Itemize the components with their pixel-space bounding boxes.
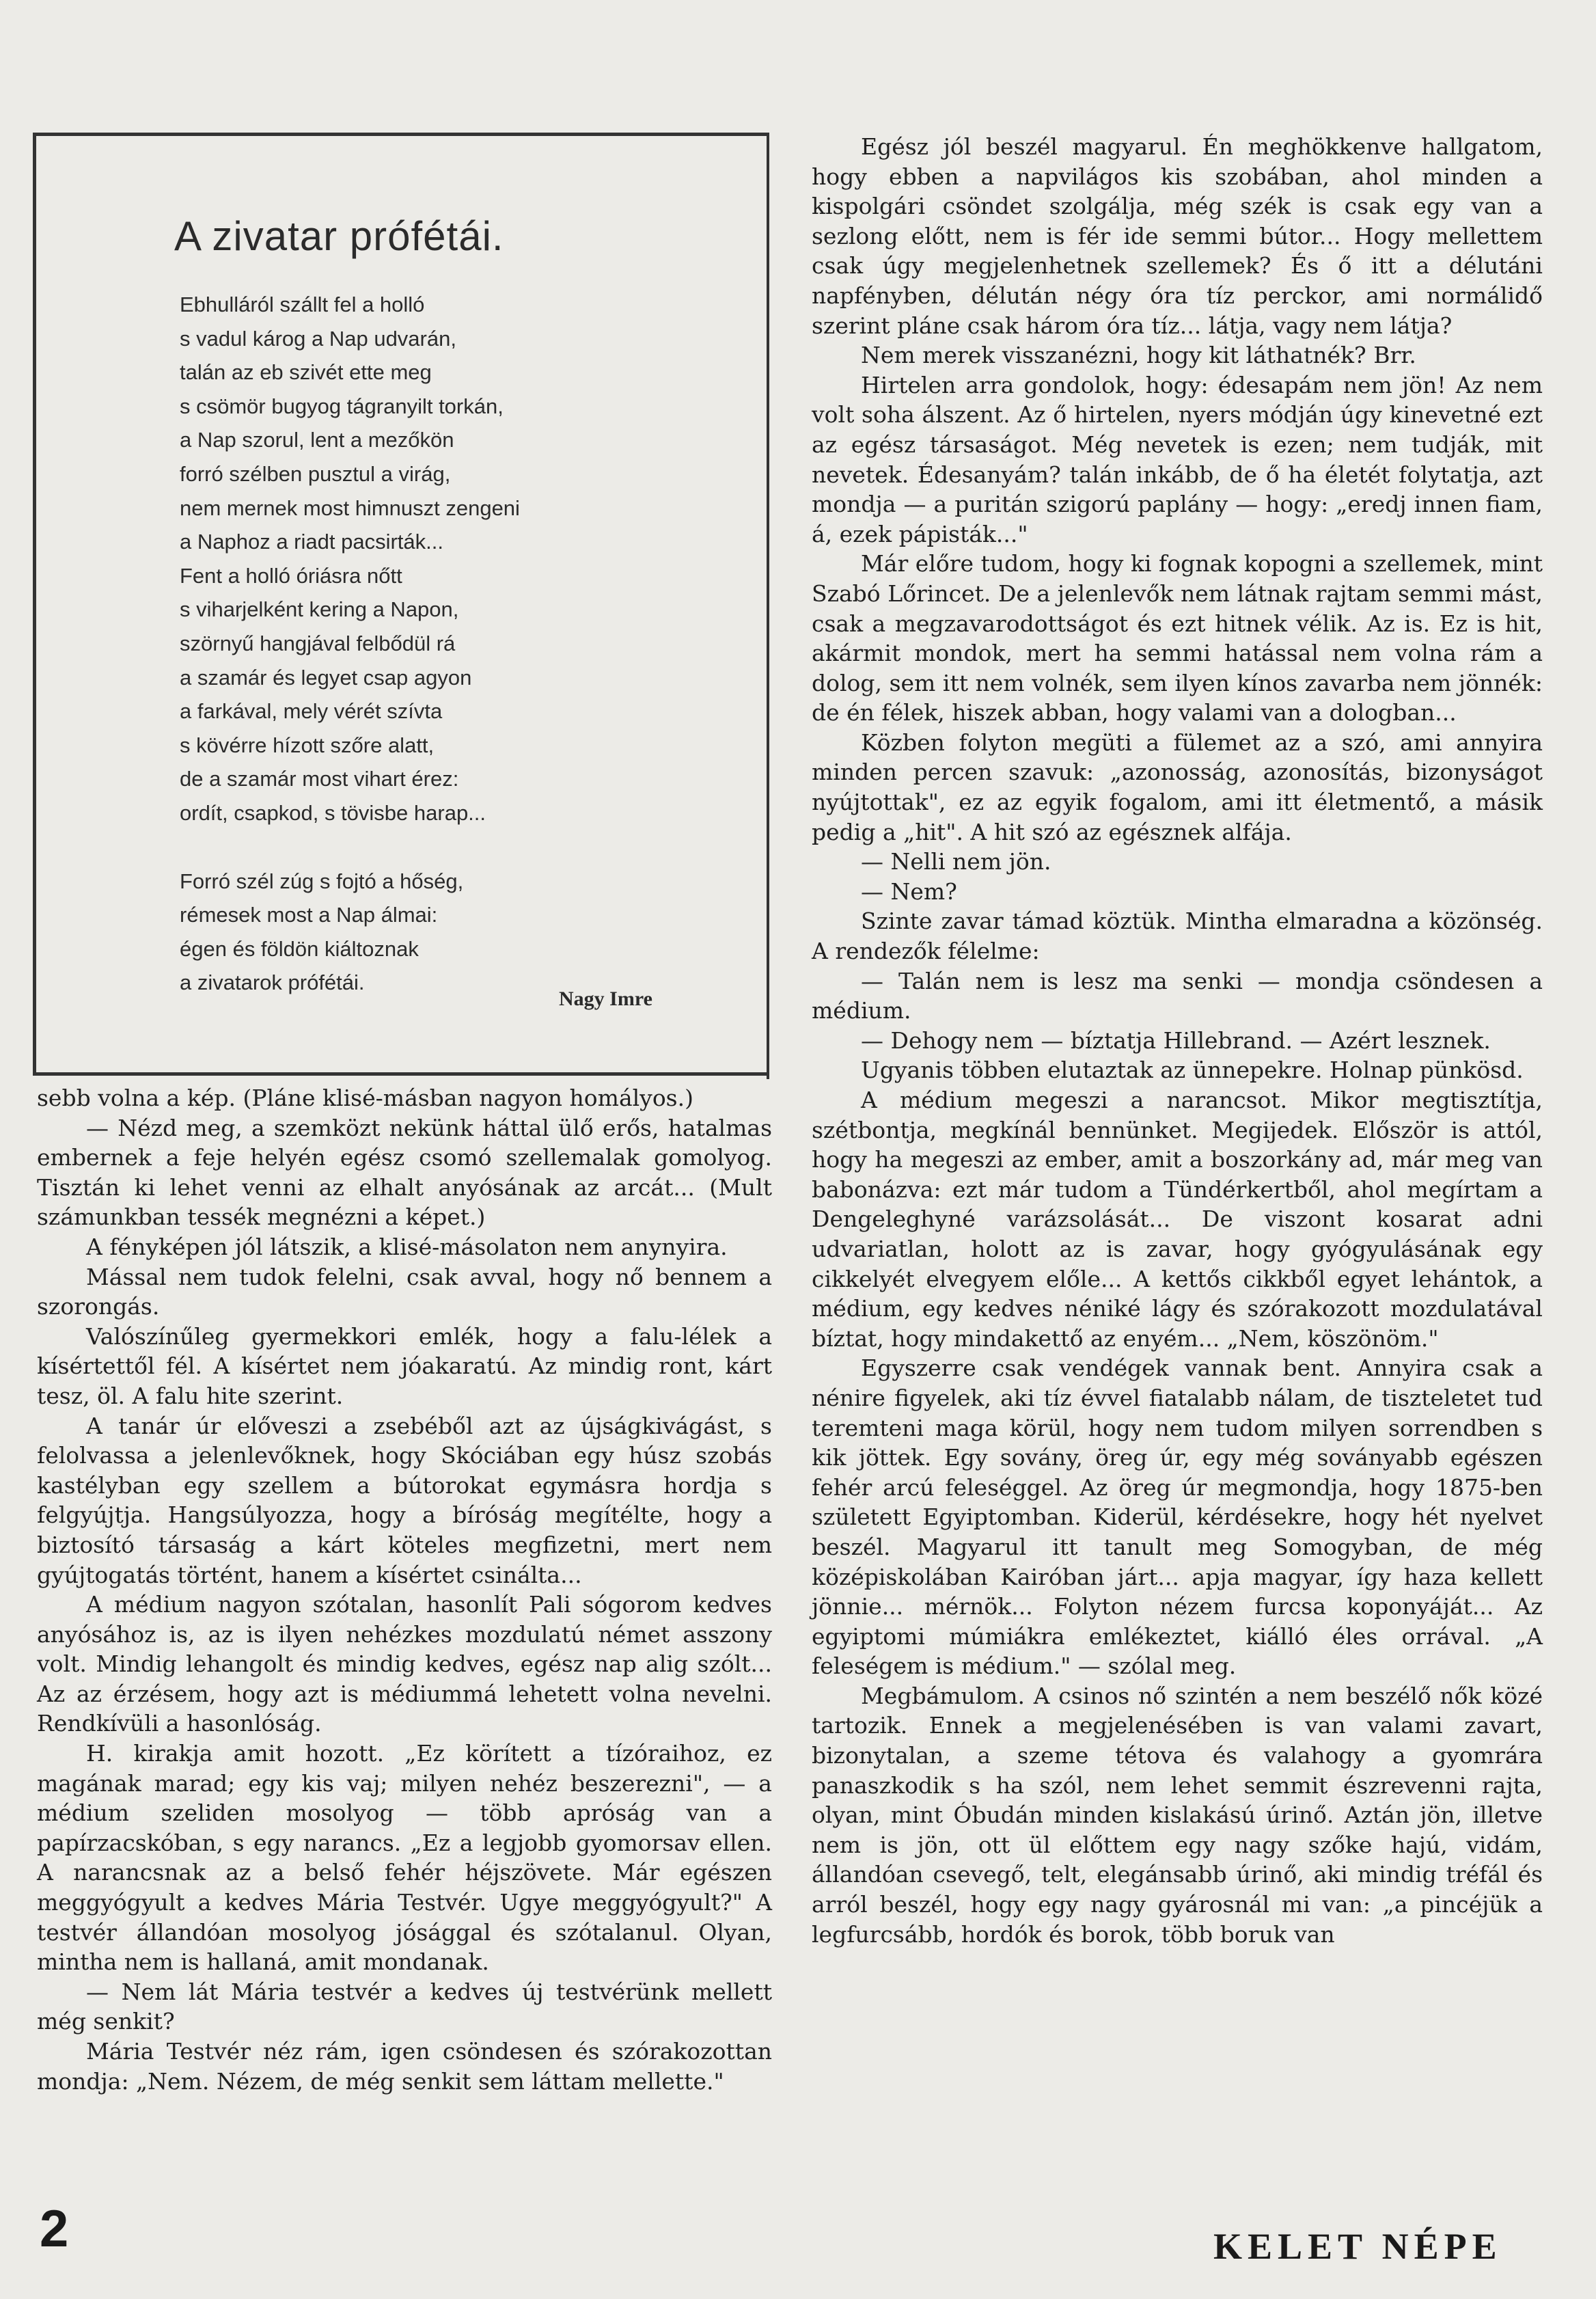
poem-line: s vadul károg a Nap udvarán,	[180, 326, 456, 351]
article-left-column	[37, 1083, 772, 2096]
paragraph: sebb volna a kép. (Pláne klisé-másban nagyon homályos.)	[37, 1085, 693, 1111]
paragraph: — Dehogy nem — bíztatja Hillebrand. — Azért lesznek.	[861, 1026, 1491, 1054]
page-number: 2	[40, 2200, 69, 2258]
paragraph: A médium nagyon szótalan, hasonlít Pali sógorom kedves anyósához is, az is ilyen nehézkes mozdulatú német asszony volt. Mindig lehangolt és mindig kedves, egész nap alig szólt... Az az érzésem, hogy azt is médiummá lehetett volna nevelni. Rendkívüli a hasonlóság.	[37, 1591, 772, 1737]
poem-line: talán az eb szivét ette meg	[180, 360, 432, 385]
paragraph: — Nézd meg, a szemközt nekünk háttal ülő erős, hatalmas embernek a feje helyén egész csomó szellemalak gomolyog. Tisztán ki lehet venni az elhalt anyósának az arcát... (Mult számunkban tessék megnézni a képet.)	[37, 1114, 772, 1231]
poem-line: a Naphoz a riadt pacsirták...	[180, 530, 443, 554]
paragraph: A tanár úr előveszi a zsebéből azt az újságkivágást, s felolvassa a jelenlevőknek, hogy Skóciában egy húsz szobás kastélyban egy szellem a bútorokat egymásra hordja s felgyújtja. Hangsúlyozza, hogy a bíróság megítélte, hogy a biztosító társaság a kárt köteles megfizetni, mert nem gyújtogatás történt, hanem a kísértet csinálta...	[37, 1412, 772, 1588]
paragraph: Egész jól beszél magyarul. Én meghökkenve hallgatom, hogy ebben a napvilágos kis szobában, ahol minden a kispolgári csöndet szolgálja, még szék is csak egy van a sezlong előtt, nem is fér ide semmi bútor... Hogy mellettem csak úgy megjelenhetnek szellemek? És ő itt a délutáni napfényben, délután négy óra tíz perckor, ami normálidő szerint pláne csak három óra tíz... látja, vagy nem látja?	[812, 133, 1543, 339]
poem-line: Ebhulláról szállt fel a holló	[180, 293, 425, 316]
poem-line: s kövérre hízott szőre alatt,	[180, 733, 435, 757]
paragraph: Ugyanis többen elutaztak az ünnepekre. Holnap pünkösd.	[861, 1057, 1524, 1084]
paragraph: A médium megeszi a narancsot. Mikor megtisztítja, szétbontja, megkínál bennünket. Megijedek. Először is attól, hogy ha megeszi az ember, amit a boszorkány ad, már meg van babonázva: ezt már tudom a Tündérkertből, ahol megírtam a Dengeleghyné varázsolását... De viszont kosarat adni udvariatlan, holott az is zavar, hogy gyógyulásának egy cikkelyét elvegyem előle... A kettős cikkből egyet lehántok, a médium, egy kedves néniké lágy és szórakozott mozdulatával bíztat, hogy mindakettő az enyém... „Nem, köszönöm."	[812, 1087, 1543, 1352]
paragraph: Megbámulom. A csinos nő szintén a nem beszélő nők közé tartozik. Ennek a megjelenésében is van valami zavart, bizonytalan, a szeme tétova és valahogy a gyomrára panaszkodik s ha szól, nem lehet semmit észrevenni rajta, olyan, mint Óbudán minden kislakású úrinő. Aztán jön, illetve nem is jön, ott ül előttem egy nagy szőke hajú, vidám, állandóan csevegő, telt, elegánsabb úrinő, aki mindig tréfál és arról beszél, hogy egy nagy gyárosnál mi van: „a pincéjük a legfurcsább, hordók és borok, több boruk van	[812, 1682, 1543, 1948]
paragraph: Hirtelen arra gondolok, hogy: édesapám nem jön! Az nem volt soha álszent. Az ő hirtelen, nyers módján úgy kinevetné ezt az egész társaságot. Még nevetek is ezen; nem tudják, mit nevetek. Édesanyám? talán inkább, de ő ha életét folytatja, azt mondja — a puritán szigorú paplány — hogy: „eredj innen fiam, á, ezek pápisták..."	[812, 371, 1543, 547]
poem-line: de a szamár most vihart érez:	[180, 767, 459, 791]
poem-line: forró szélben pusztul a virág,	[180, 461, 451, 486]
poem-line: rémesek most a Nap álmai:	[180, 903, 438, 927]
paragraph: Egyszerre csak vendégek vannak bent. Annyira csak a nénire figyelek, aki tíz évvel fiatalabb nálam, de tiszteletet tud teremteni maga körül, hogy nem tudom milyen sorrendben s kik jöttek. Egy sovány, öreg úr, egy még soványabb egészen fehér arcú feleséggel. Az öreg úr megmondja, hogy 1875-ben született Egyiptomban. Kiderül, kérdésekre, hogy hét nyelvet beszél. Magyarul itt tanult meg Somogyban, de még középiskolában Kairóban járt... apja magyar, így haza kellett jönnie... mérnök... Folyton nézem furcsa koponyáját... Az egyiptomi múmiákra emlékeztet, kiálló éles orrával. „A feleségem is médium." — szólal meg.	[812, 1355, 1543, 1680]
paragraph: Mással nem tudok felelni, csak avval, hogy nő bennem a szorongás.	[37, 1263, 772, 1320]
poem-line: ordít, csapkod, s tövisbe harap...	[180, 800, 486, 825]
magazine-name: KELET NÉPE	[1213, 2226, 1502, 2267]
poem-line: Fent a holló óriásra nőtt	[180, 563, 402, 588]
paragraph: Már előre tudom, hogy ki fognak kopogni a szellemek, mint Szabó Lőrincet. De a jelenlevők nem látnak rajtam semmi mást, csak a megzavarodottságot és ezt hitnek vélik. Az is. Ez is hit, akármit mondok, mert ha semmi hatással nem volna rám a dolog, sem itt nem volnék, sem ilyen kínos zavarba nem jönnék: de én félek, hiszek abban, hogy valami van a dologban...	[812, 550, 1543, 726]
poem-line: a farkával, mely vérét szívta	[180, 699, 443, 724]
paragraph: Közben folyton megüti a fülemet az a szó, ami annyira minden percen szavuk: „azonosság, azonosítás, bizonyságot nyújtottak", ez az egyik fogalom, ami itt életmentő, a másik pedig a „hit". A hit szó az egésznek alfája.	[812, 729, 1543, 845]
paragraph: H. kirakja amit hozott. „Ez körített a tízóraihoz, ez magának marad; egy kis vaj; milyen nehéz beszerezni", — a médium szeliden mosolyog — több apróság van a papírzacskóban, s egy narancs. „Ez a legjobb gyomorsav ellen. A narancsnak az a belső fehér héjszövete. Már egészen meggyógyult a kedves Mária Testvér. Ugye meggyógyult?" A testvér állandóan mosolyog jósággal és szótalanul. Olyan, mintha nem is hallaná, amit mondanak.	[37, 1740, 772, 1976]
poem-author: Nagy Imre	[559, 988, 652, 1010]
poem-line: nem mernek most himnuszt zengeni	[180, 495, 520, 520]
paragraph: Nem merek visszanézni, hogy kit láthatnék? Brr.	[861, 342, 1416, 369]
poem-title: A zivatar prófétái.	[174, 213, 504, 259]
paragraph: — Nem?	[861, 878, 957, 905]
poem-line: a szamár és legyet csap agyon	[180, 665, 472, 690]
article-right-column	[812, 132, 1543, 1949]
paragraph: A fényképen jól látszik, a klisé-másolaton nem anynyira.	[86, 1233, 728, 1260]
stanza-break	[180, 830, 767, 865]
poem-line: s viharjelként kering a Napon,	[180, 597, 459, 622]
paragraph: — Talán nem is lesz ma senki — mondja csöndesen a médium.	[812, 967, 1543, 1024]
poem-line: a zivatarok prófétái.	[180, 970, 365, 995]
poem-line: s csömör bugyog tágranyilt torkán,	[180, 394, 504, 418]
poem-line: Forró szél zúg s fojtó a hőség,	[180, 869, 464, 893]
paragraph: Mária Testvér néz rám, igen csöndesen és szórakozottan mondja: „Nem. Nézem, de még senkit sem láttam mellette."	[37, 2038, 772, 2095]
poem-line: a Nap szorul, lent a mezőkön	[180, 428, 454, 452]
poem-line: égen és földön kiáltoznak	[180, 936, 419, 961]
paragraph: Valószínűleg gyermekkori emlék, hogy a falu-lélek a kísértettől fél. A kísértet nem jóakaratú. Az mindig ront, kárt tesz, öl. A falu hite szerint.	[37, 1322, 772, 1409]
poem-body	[180, 288, 767, 1000]
poem-box	[33, 133, 769, 1076]
paragraph: Szinte zavar támad köztük. Mintha elmaradna a közönség. A rendezők félelme:	[812, 908, 1543, 965]
poem-line: szörnyű hangjával felbődül rá	[180, 631, 456, 655]
paragraph: — Nem lát Mária testvér a kedves új testvérünk mellett még senkit?	[37, 1978, 772, 2035]
paragraph: — Nelli nem jön.	[861, 848, 1051, 875]
